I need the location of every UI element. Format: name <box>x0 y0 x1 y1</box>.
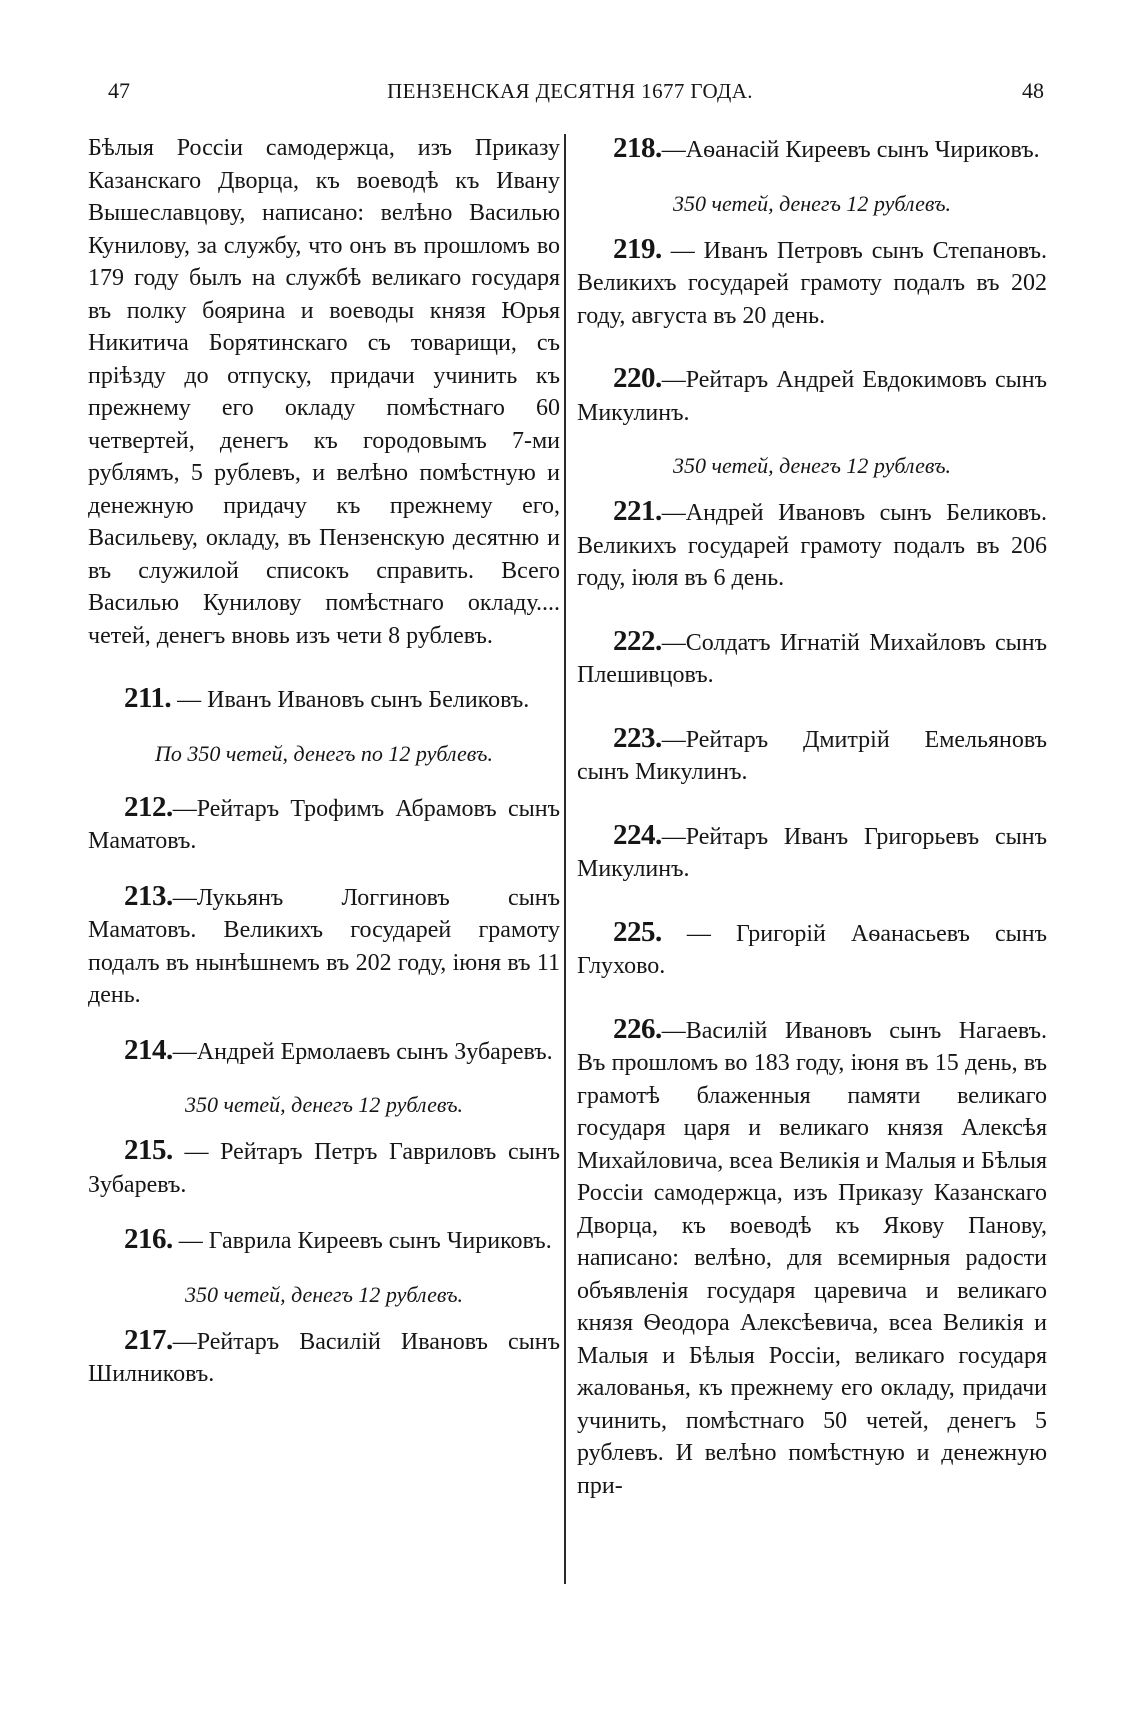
entry-224 <box>577 819 1047 886</box>
entry-216 <box>88 1223 560 1258</box>
entry-number: 221. <box>613 495 662 527</box>
entry-text: —Лукьянъ Логгиновъ сынъ Маматовъ. Великихъ государей грамоту подалъ въ нынѣшнемъ въ 202 году, іюня въ 11 день. <box>88 884 560 1008</box>
left-column <box>88 132 560 1391</box>
entry-text: —Рейтаръ Андрей Евдокимовъ сынъ Микулинъ. <box>577 367 1047 426</box>
allotment-subheading: 350 четей, денегъ 12 рублевъ. <box>672 453 952 478</box>
running-title: ПЕНЗЕНСКАЯ ДЕСЯТНЯ 1677 ГОДА. <box>387 79 753 103</box>
right-column <box>577 132 1047 1502</box>
entry-text: — Иванъ Петровъ сынъ Степановъ. Великихъ государей грамоту подалъ въ 202 году, августа въ 20 день. <box>577 237 1047 329</box>
column-divider <box>564 134 566 1584</box>
allotment-subheading: 350 четей, денегъ 12 рублевъ. <box>184 1092 464 1117</box>
entry-text: — Рейтаръ Петръ Гавриловъ сынъ Зубаревъ. <box>88 1139 560 1198</box>
entry-223 <box>577 722 1047 789</box>
entry-number: 222. <box>613 624 662 657</box>
entry-text: —Рейтаръ Дмитрій Емельяновъ сынъ Микулинъ. <box>577 726 1047 785</box>
entry-number: 217. <box>124 1323 173 1356</box>
entry-212 <box>88 791 560 858</box>
entry-text: —Рейтаръ Василій Ивановъ сынъ Шилниковъ. <box>88 1328 560 1387</box>
entry-text: — Гаврила Киреевъ сынъ Чириковъ. <box>172 1228 552 1254</box>
entry-text: —Рейтаръ Трофимъ Абрамовъ сынъ Маматовъ. <box>88 795 560 854</box>
continued-paragraph: Бѣлыя Россіи самодержца, изъ Приказу Казанскаго Дворца, къ воеводѣ къ Ивану Вышеславцову, написано: велѣно Василью Кунилову, за службу, что онъ въ прошломъ во 179 году былъ на службѣ великаго государя въ полку боярина и воеводы князя Юрья Никитича Борятинскаго съ товарищи, съ пріѣзду до отпуску, придачи учинить къ прежнему его окладу помѣстнаго 60 четвертей, денегъ къ городовымъ 7-ми рублямъ, 5 рублевъ, и велѣно помѣстную и денежную придачу къ прежнему его, Васильеву, окладу, въ Пензенскую десятню и въ служилой списокъ справить. Всего Василью Кунилову помѣстнаго окладу.... четей, денегъ вновь изъ чети 8 рублевъ. <box>88 135 560 649</box>
entry-number: 220. <box>613 362 662 394</box>
entry-225 <box>577 916 1047 983</box>
entry-number: 226. <box>613 1012 662 1045</box>
entry-number: 212. <box>124 790 173 823</box>
entry-219 <box>577 233 1047 333</box>
entry-number: 213. <box>124 879 173 912</box>
entry-number: 224. <box>613 818 662 851</box>
entry-text: —Рейтаръ Иванъ Григорьевъ сынъ Микулинъ. <box>577 823 1047 882</box>
entry-number: 219. <box>613 232 662 265</box>
entry-217 <box>88 1324 560 1391</box>
entry-number: 211. <box>124 682 172 714</box>
entry-number: 215. <box>124 1134 173 1166</box>
entry-text: —Василій Ивановъ сынъ Нагаевъ. Въ прошломъ во 183 году, іюня въ 15 день, въ грамотѣ блаженныя памяти великаго государя царя и великаго князя Алексѣя Михайловича, всеа Великія и Малыя и Бѣлыя Россіи самодержца, изъ Приказу Казанскаго Дворца, къ воеводѣ къ Якову Панову, написано: велѣно, для всемирныя радости объявленія государя царевича и великаго князя Ѳеодора Алексѣевича, всеа Великія и Малыя и Бѣлыя Россіи, великаго государя жалованья, къ прежнему его окладу, придачи учинить, помѣстнаго 50 четей, денегъ 5 рублевъ. И велѣно помѣстную и денежную при- <box>577 1017 1047 1499</box>
entry-number: 216. <box>124 1223 173 1255</box>
entry-number: 225. <box>613 915 662 948</box>
entry-text: —Аѳанасій Киреевъ сынъ Чириковъ. <box>661 137 1040 163</box>
entry-text: — Иванъ Ивановъ сынъ Беликовъ. <box>171 687 530 713</box>
entry-215 <box>88 1134 560 1201</box>
entry-214 <box>88 1034 560 1069</box>
allotment-subheading: 350 четей, денегъ 12 рублевъ. <box>184 1281 464 1307</box>
entry-220 <box>577 362 1047 429</box>
entry-222 <box>577 625 1047 692</box>
entry-text: —Андрей Ивановъ сынъ Беликовъ. Великихъ государей грамоту подалъ въ 206 году, іюля въ 6 день. <box>577 500 1047 591</box>
page-number-right: 48 <box>1022 78 1044 103</box>
entry-text: — Григорій Аѳанасьевъ сынъ Глухово. <box>577 920 1047 979</box>
entry-211 <box>88 682 560 717</box>
page-number-left: 47 <box>108 78 130 103</box>
entry-text: —Андрей Ермолаевъ сынъ Зубаревъ. <box>172 1038 553 1065</box>
entry-226 <box>577 1013 1047 1503</box>
allotment-subheading: По 350 четей, денегъ по 12 рублевъ. <box>155 740 493 766</box>
allotment-subheading: 350 четей, денегъ 12 рублевъ. <box>672 190 952 216</box>
entry-number: 218. <box>613 132 662 164</box>
entry-text: —Солдатъ Игнатій Михайловъ сынъ Плешивцовъ. <box>577 629 1047 688</box>
entry-number: 214. <box>124 1033 173 1066</box>
entry-number: 223. <box>613 721 662 754</box>
entry-221 <box>577 495 1047 595</box>
entry-213 <box>88 880 560 1012</box>
entry-218 <box>577 132 1047 167</box>
